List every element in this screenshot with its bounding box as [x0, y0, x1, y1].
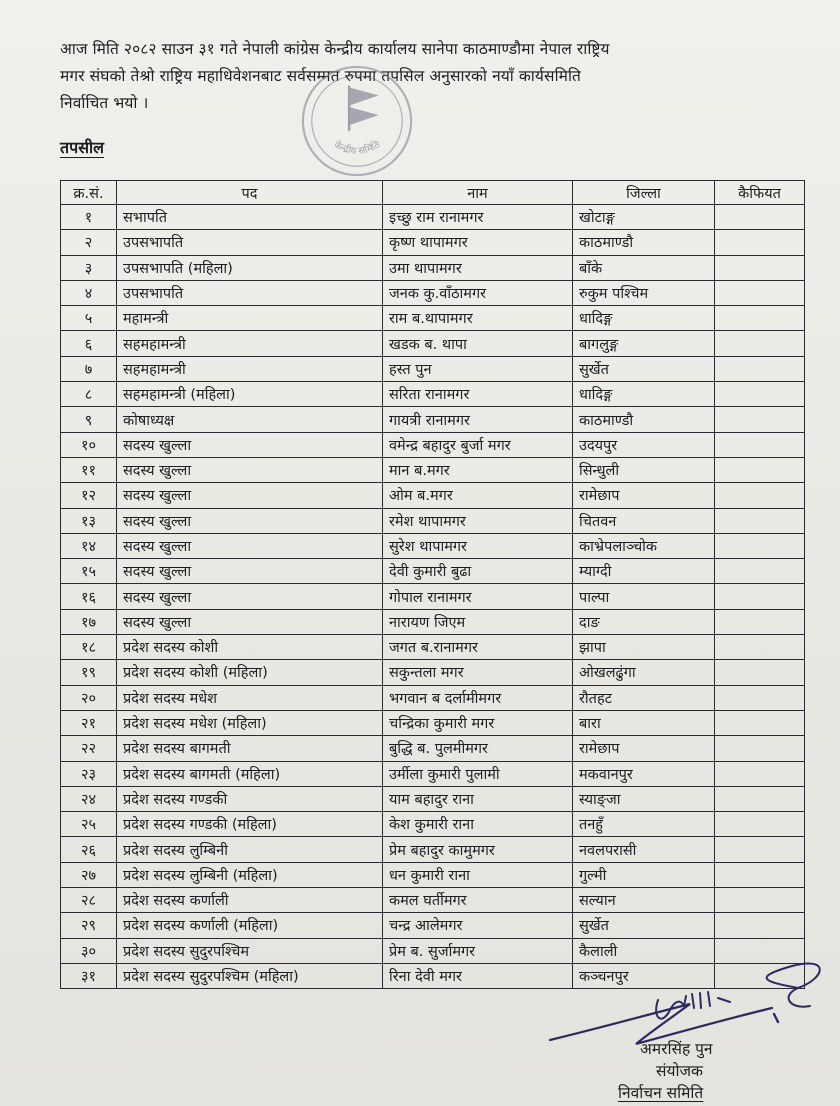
column-header-post: पद: [117, 181, 383, 205]
cell-remarks: [715, 306, 805, 331]
cell-post: प्रदेश सदस्य कोशी: [117, 635, 383, 660]
table-row: [61, 888, 805, 913]
cell-post: उपसभापति: [117, 230, 383, 255]
cell-remarks: [715, 862, 805, 887]
cell-district: मकवानपुर: [573, 761, 715, 786]
cell-district: रामेछाप: [573, 483, 715, 508]
cell-remarks: [715, 888, 805, 913]
cell-remarks: [715, 660, 805, 685]
table-row: [61, 812, 805, 837]
cell-district: बाँके: [573, 255, 715, 280]
cell-post: प्रदेश सदस्य सुदुरपश्चिम: [117, 938, 383, 963]
cell-name: देवी कुमारी बुढा: [383, 559, 573, 584]
cell-sn: ६: [61, 331, 117, 356]
cell-district: झापा: [573, 635, 715, 660]
cell-post: उपसभापति: [117, 280, 383, 305]
cell-district: स्याङ्जा: [573, 786, 715, 811]
cell-sn: २७: [61, 862, 117, 887]
cell-name: चन्द्र आलेमगर: [383, 913, 573, 938]
cell-name: उर्मीला कुमारी पुलामी: [383, 761, 573, 786]
cell-post: सहमहामन्त्री: [117, 331, 383, 356]
cell-name: प्रेम बहादुर कामुमगर: [383, 837, 573, 862]
cell-sn: २६: [61, 837, 117, 862]
cell-remarks: [715, 635, 805, 660]
cell-remarks: [715, 280, 805, 305]
cell-district: बारा: [573, 710, 715, 735]
cell-post: प्रदेश सदस्य लुम्बिनी: [117, 837, 383, 862]
cell-remarks: [715, 230, 805, 255]
table-row: [61, 483, 805, 508]
cell-post: प्रदेश सदस्य बागमती: [117, 736, 383, 761]
table-row: [61, 407, 805, 432]
signatory-block: [618, 1038, 713, 1104]
cell-name: सकुन्तला मगर: [383, 660, 573, 685]
table-row: [61, 609, 805, 634]
table-row: [61, 761, 805, 786]
cell-name: ओम ब.मगर: [383, 483, 573, 508]
intro-line: निर्वाचित भयो ।: [60, 94, 149, 112]
cell-name: चन्द्रिका कुमारी मगर: [383, 710, 573, 735]
cell-remarks: [715, 533, 805, 558]
column-header-sn: क्र.सं.: [61, 181, 117, 205]
cell-district: रुकुम पश्चिम: [573, 280, 715, 305]
table-row: [61, 685, 805, 710]
cell-name: गोपाल रानामगर: [383, 584, 573, 609]
cell-post: महामन्त्री: [117, 306, 383, 331]
column-header-district: जिल्ला: [573, 181, 715, 205]
cell-district: रौतहट: [573, 685, 715, 710]
table-row: [61, 736, 805, 761]
cell-remarks: [715, 584, 805, 609]
cell-post: सहमहामन्त्री (महिला): [117, 382, 383, 407]
cell-post: प्रदेश सदस्य मधेश (महिला): [117, 710, 383, 735]
cell-district: तनहुँ: [573, 812, 715, 837]
signatory-committee: निर्वाचन समिति: [618, 1084, 704, 1102]
cell-district: सिन्धुली: [573, 457, 715, 482]
cell-post: सदस्य खुल्ला: [117, 533, 383, 558]
table-header-row: [61, 181, 805, 205]
cell-remarks: [715, 432, 805, 457]
table-row: [61, 862, 805, 887]
cell-sn: ७: [61, 356, 117, 381]
cell-name: हस्त पुन: [383, 356, 573, 381]
cell-district: रामेछाप: [573, 736, 715, 761]
cell-sn: २४: [61, 786, 117, 811]
table-row: [61, 331, 805, 356]
cell-name: वमेन्द्र बहादुर बुर्जा मगर: [383, 432, 573, 457]
cell-name: जनक कु.वाँठामगर: [383, 280, 573, 305]
cell-sn: २९: [61, 913, 117, 938]
cell-post: प्रदेश सदस्य मधेश: [117, 685, 383, 710]
table-row: [61, 230, 805, 255]
cell-name: नारायण जिएम: [383, 609, 573, 634]
cell-sn: ३०: [61, 938, 117, 963]
cell-name: केश कुमारी राना: [383, 812, 573, 837]
cell-sn: १६: [61, 584, 117, 609]
cell-sn: ८: [61, 382, 117, 407]
cell-sn: ११: [61, 457, 117, 482]
table-row: [61, 786, 805, 811]
cell-district: धादिङ्ग: [573, 306, 715, 331]
cell-name: राम ब.थापामगर: [383, 306, 573, 331]
cell-district: काठमाण्डौ: [573, 407, 715, 432]
cell-post: उपसभापति (महिला): [117, 255, 383, 280]
cell-post: प्रदेश सदस्य सुदुरपश्चिम (महिला): [117, 963, 383, 988]
cell-name: प्रेम ब. सुर्जामगर: [383, 938, 573, 963]
table-row: [61, 660, 805, 685]
cell-post: प्रदेश सदस्य बागमती (महिला): [117, 761, 383, 786]
cell-remarks: [715, 331, 805, 356]
column-header-remarks: कैफियत: [715, 181, 805, 205]
cell-sn: ३१: [61, 963, 117, 988]
table-row: [61, 508, 805, 533]
cell-district: चितवन: [573, 508, 715, 533]
cell-post: प्रदेश सदस्य कर्णाली: [117, 888, 383, 913]
cell-district: दाङ: [573, 609, 715, 634]
cell-post: सदस्य खुल्ला: [117, 432, 383, 457]
cell-remarks: [715, 736, 805, 761]
cell-name: गायत्री रानामगर: [383, 407, 573, 432]
intro-line: आज मिति २०८२ साउन ३१ गते नेपाली कांग्रेस केन्द्रीय कार्यालय सानेपा काठमाण्डौमा नेपाल राष्ट्रिय: [60, 40, 610, 58]
cell-remarks: [715, 205, 805, 230]
table-row: [61, 205, 805, 230]
cell-remarks: [715, 837, 805, 862]
table-row: [61, 559, 805, 584]
cell-post: कोषाध्यक्ष: [117, 407, 383, 432]
cell-name: कमल घर्तीमगर: [383, 888, 573, 913]
cell-remarks: [715, 559, 805, 584]
table-row: [61, 356, 805, 381]
table-row: [61, 837, 805, 862]
cell-post: सहमहामन्त्री: [117, 356, 383, 381]
cell-sn: १८: [61, 635, 117, 660]
cell-post: प्रदेश सदस्य कर्णाली (महिला): [117, 913, 383, 938]
cell-district: काभ्रेपलाञ्चोक: [573, 533, 715, 558]
column-header-name: नाम: [383, 181, 573, 205]
cell-sn: २३: [61, 761, 117, 786]
cell-remarks: [715, 483, 805, 508]
cell-remarks: [715, 382, 805, 407]
cell-sn: १७: [61, 609, 117, 634]
table-row: [61, 635, 805, 660]
cell-district: उदयपुर: [573, 432, 715, 457]
cell-district: कैलाली: [573, 938, 715, 963]
cell-district: ओखलढुंगा: [573, 660, 715, 685]
table-row: [61, 533, 805, 558]
cell-district: काठमाण्डौ: [573, 230, 715, 255]
cell-name: सुरेश थापामगर: [383, 533, 573, 558]
intro-line: मगर संघको तेश्रो राष्ट्रिय महाधिवेशनबाट सर्वसम्मत रुपमा तपसिल अनुसारको नयाँ कार्यसमिति: [60, 67, 581, 85]
section-title: तपसील: [60, 138, 105, 157]
cell-sn: २: [61, 230, 117, 255]
cell-post: प्रदेश सदस्य गण्डकी: [117, 786, 383, 811]
table-row: [61, 306, 805, 331]
cell-district: खोटाङ्ग: [573, 205, 715, 230]
table-body: [61, 205, 805, 989]
table-row: [61, 710, 805, 735]
cell-district: गुल्मी: [573, 862, 715, 887]
cell-post: सदस्य खुल्ला: [117, 609, 383, 634]
cell-district: सुर्खेत: [573, 356, 715, 381]
cell-sn: १: [61, 205, 117, 230]
cell-sn: १९: [61, 660, 117, 685]
cell-name: सरिता रानामगर: [383, 382, 573, 407]
cell-sn: ९: [61, 407, 117, 432]
cell-post: प्रदेश सदस्य लुम्बिनी (महिला): [117, 862, 383, 887]
cell-remarks: [715, 685, 805, 710]
cell-name: भगवान ब दर्लामीमगर: [383, 685, 573, 710]
cell-name: इच्छु राम रानामगर: [383, 205, 573, 230]
cell-name: रमेश थापामगर: [383, 508, 573, 533]
cell-district: म्याग्दी: [573, 559, 715, 584]
cell-post: सदस्य खुल्ला: [117, 584, 383, 609]
cell-name: जगत ब.रानामगर: [383, 635, 573, 660]
cell-sn: २१: [61, 710, 117, 735]
cell-post: सदस्य खुल्ला: [117, 483, 383, 508]
table-row: [61, 280, 805, 305]
table-row: [61, 255, 805, 280]
cell-post: सदस्य खुल्ला: [117, 508, 383, 533]
table-row: [61, 584, 805, 609]
table-row: [61, 457, 805, 482]
table-row: [61, 913, 805, 938]
cell-sn: २८: [61, 888, 117, 913]
cell-remarks: [715, 913, 805, 938]
flag-emblem-icon: [349, 86, 379, 131]
cell-name: खडक ब. थापा: [383, 331, 573, 356]
cell-sn: १२: [61, 483, 117, 508]
cell-post: सदस्य खुल्ला: [117, 457, 383, 482]
cell-sn: १५: [61, 559, 117, 584]
table-header: [61, 181, 805, 205]
cell-name: याम बहादुर राना: [383, 786, 573, 811]
cell-name: मान ब.मगर: [383, 457, 573, 482]
cell-remarks: [715, 609, 805, 634]
intro-paragraph: [60, 36, 800, 117]
cell-remarks: [715, 761, 805, 786]
cell-sn: २२: [61, 736, 117, 761]
cell-sn: २५: [61, 812, 117, 837]
cell-post: प्रदेश सदस्य गण्डकी (महिला): [117, 812, 383, 837]
cell-post: सदस्य खुल्ला: [117, 559, 383, 584]
cell-sn: १३: [61, 508, 117, 533]
cell-post: सभापति: [117, 205, 383, 230]
cell-district: सुर्खेत: [573, 913, 715, 938]
cell-sn: १४: [61, 533, 117, 558]
cell-district: कञ्चनपुर: [573, 963, 715, 988]
cell-sn: २०: [61, 685, 117, 710]
cell-remarks: [715, 508, 805, 533]
table-row: [61, 382, 805, 407]
cell-name: उमा थापामगर: [383, 255, 573, 280]
cell-district: सल्यान: [573, 888, 715, 913]
table-row: [61, 432, 805, 457]
cell-remarks: [715, 710, 805, 735]
cell-remarks: [715, 812, 805, 837]
cell-sn: ३: [61, 255, 117, 280]
cell-sn: ५: [61, 306, 117, 331]
cell-remarks: [715, 786, 805, 811]
cell-sn: ४: [61, 280, 117, 305]
cell-remarks: [715, 407, 805, 432]
cell-district: नवलपरासी: [573, 837, 715, 862]
cell-district: बागलुङ्ग: [573, 331, 715, 356]
cell-name: धन कुमारी राना: [383, 862, 573, 887]
signatory-role: संयोजक: [656, 1062, 703, 1080]
signatory-name: अमरसिंह पुन: [640, 1040, 713, 1058]
cell-name: कृष्ण थापामगर: [383, 230, 573, 255]
cell-district: पाल्पा: [573, 584, 715, 609]
cell-remarks: [715, 457, 805, 482]
cell-sn: १०: [61, 432, 117, 457]
cell-district: धादिङ्ग: [573, 382, 715, 407]
cell-name: बुद्धि ब. पुलमीमगर: [383, 736, 573, 761]
cell-post: प्रदेश सदस्य कोशी (महिला): [117, 660, 383, 685]
cell-remarks: [715, 356, 805, 381]
cell-remarks: [715, 255, 805, 280]
office-seal-stamp: [298, 62, 416, 180]
committee-table: [60, 180, 805, 989]
seal-caption: केन्द्रीय समिति: [331, 139, 383, 158]
cell-name: रिना देवी मगर: [383, 963, 573, 988]
